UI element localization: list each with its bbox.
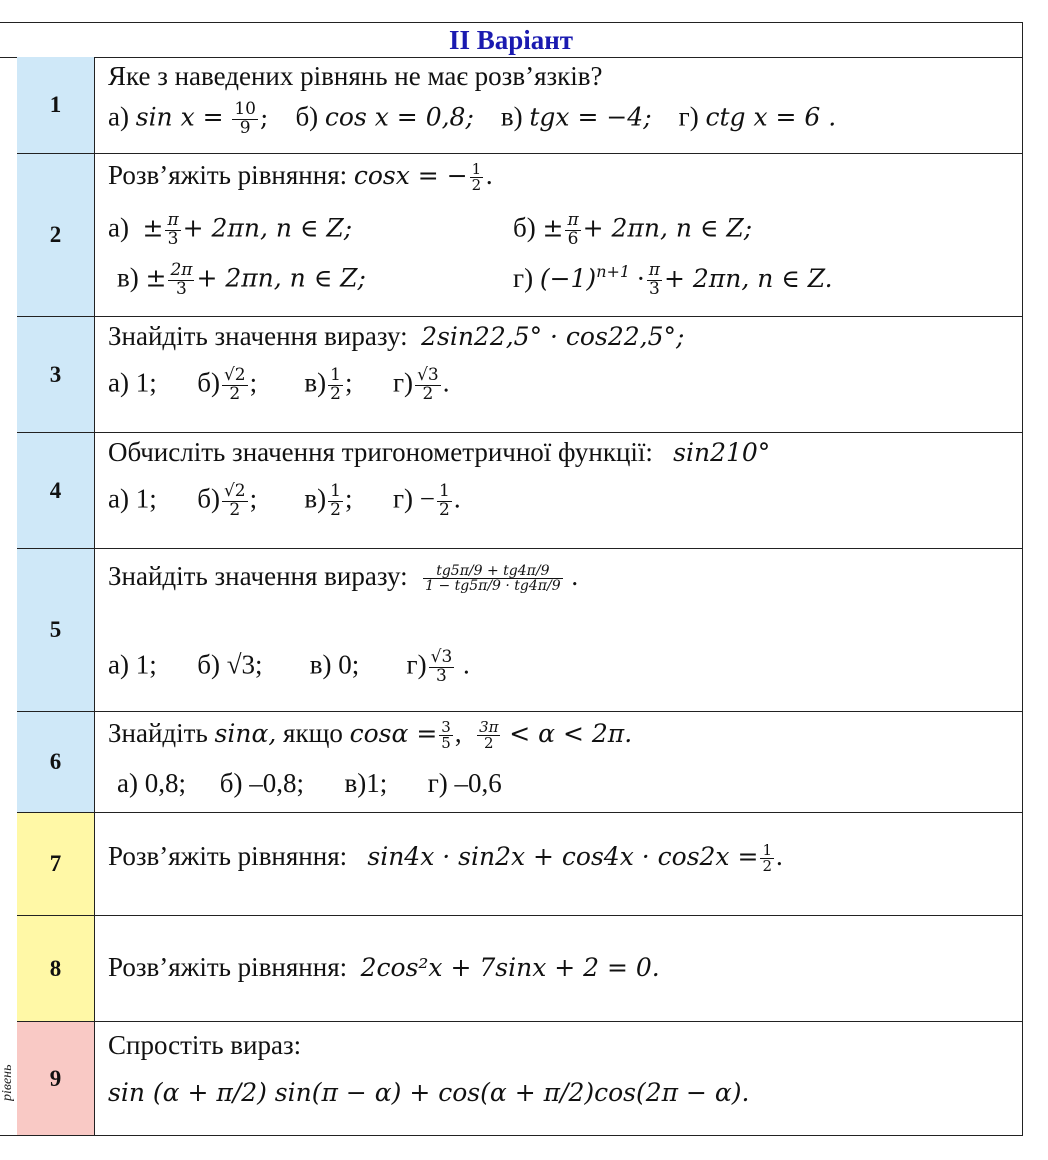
task-3 <box>95 317 1022 433</box>
left-strip-high <box>0 1021 18 1135</box>
option-label: а) <box>108 101 129 132</box>
task-number: 1 <box>17 57 95 154</box>
task-number: 9 <box>17 1022 95 1135</box>
answer-options: а) 1; б) √3; в) 0; г) $\frac{√3}{3}$ . <box>108 647 470 686</box>
task-8 <box>95 916 1022 1022</box>
task-9 <box>95 1022 1022 1135</box>
task-6 <box>95 712 1022 813</box>
left-strip-basic <box>0 57 18 812</box>
task-prompt: Знайдіть значення виразу: $\frac{tg5\pi/9 + tg4\pi/9}{1 - tg5\pi/9 \cdot tg4\pi/9}$ . <box>108 561 579 595</box>
expression-fraction: $\frac{tg5\pi/9 + tg4\pi/9}{1 - tg5\pi/9 \cdot tg4\pi/9}$ <box>425 562 561 595</box>
task-prompt: Розв’яжіть рівняння: cosx = − $\frac{1}{2}$ . <box>108 159 494 195</box>
task-prompt: Обчисліть значення тригонометричної функції: sin210° <box>108 437 771 467</box>
fraction: $\frac{10}{9}$ <box>234 99 256 138</box>
task-number: 8 <box>17 916 95 1022</box>
answer-options: а) sin x = $\frac{10}{9}$ ; б) cos x = 0,8; в) tgx = −4; г) ctg x = 6 . <box>108 99 837 138</box>
task-prompt: Знайдіть значення виразу: 2sin22,5° · cos22,5°; <box>108 321 685 351</box>
task-number: 2 <box>17 154 95 317</box>
task-number: 3 <box>17 317 95 433</box>
answer-options: а) 0,8; б) –0,8; в)1; г) –0,6 <box>117 768 502 798</box>
answer-options: б) ± $\frac{\pi}{6}$ + 2πn, n ∈ Z; <box>513 210 753 249</box>
option-math: ctg x = 6 . <box>705 102 837 132</box>
task-2 <box>95 154 1022 317</box>
option-label: б) <box>295 101 319 132</box>
option-label: г) <box>678 101 699 132</box>
task-1 <box>95 57 1022 154</box>
task-5 <box>95 549 1022 712</box>
task-prompt: Розв’яжіть рівняння: sin4x · sin2x + cos4x · cos2x = $\frac{1}{2}$ . <box>108 840 783 876</box>
answer-options: а) 1; б) $\frac{√2}{2}$ ; в) $\frac{1}{2}$ ; г) − $\frac{1}{2}$ . <box>108 481 461 520</box>
test-sheet <box>0 22 1023 1136</box>
task-number: 6 <box>17 712 95 813</box>
task-prompt: Розв’яжіть рівняння: 2cos²x + 7sinx + 2 = 0. <box>108 952 660 982</box>
task-7 <box>95 813 1022 916</box>
task-prompt: Знайдіть sinα, якщо cosα = $\frac{3}{5}$ , $\frac{3\pi}{2}$ < α < 2π. <box>108 717 633 753</box>
expression: sin (α + π/2) sin(π − α) + cos(α + π/2)cos(2π − α). <box>108 1078 750 1107</box>
task-number: 5 <box>17 549 95 712</box>
task-number: 7 <box>17 813 95 916</box>
task-prompt: Яке з наведених рівнянь не має розв’язків? <box>108 61 603 91</box>
variant-title: II Варіант <box>0 23 1022 58</box>
option-math: cos x = 0,8; <box>324 102 474 132</box>
task-4 <box>95 433 1022 549</box>
level-label: рівень <box>0 1064 15 1101</box>
answer-options: а) 1; б) $\frac{√2}{2}$ ; в) $\frac{1}{2}$ ; г) $\frac{√3}{2}$ . <box>108 365 450 404</box>
option-math: tgx = −4; <box>529 102 652 132</box>
option-math: sin x = <box>135 102 224 132</box>
answer-options: г) $(-1)^{n+1}$ · $\frac{\pi}{3}$ + 2πn, n ∈ Z. <box>513 260 833 300</box>
answer-options: а) ± $\frac{\pi}{3}$ + 2πn, n ∈ Z; <box>108 210 353 249</box>
task-number: 4 <box>17 433 95 549</box>
task-prompt: Спростіть вираз: <box>108 1030 302 1060</box>
option-label: в) <box>500 101 523 132</box>
answer-options: в) ± $\frac{2\pi}{3}$ + 2πn, n ∈ Z; <box>117 260 366 299</box>
left-strip-middle <box>0 812 18 1021</box>
